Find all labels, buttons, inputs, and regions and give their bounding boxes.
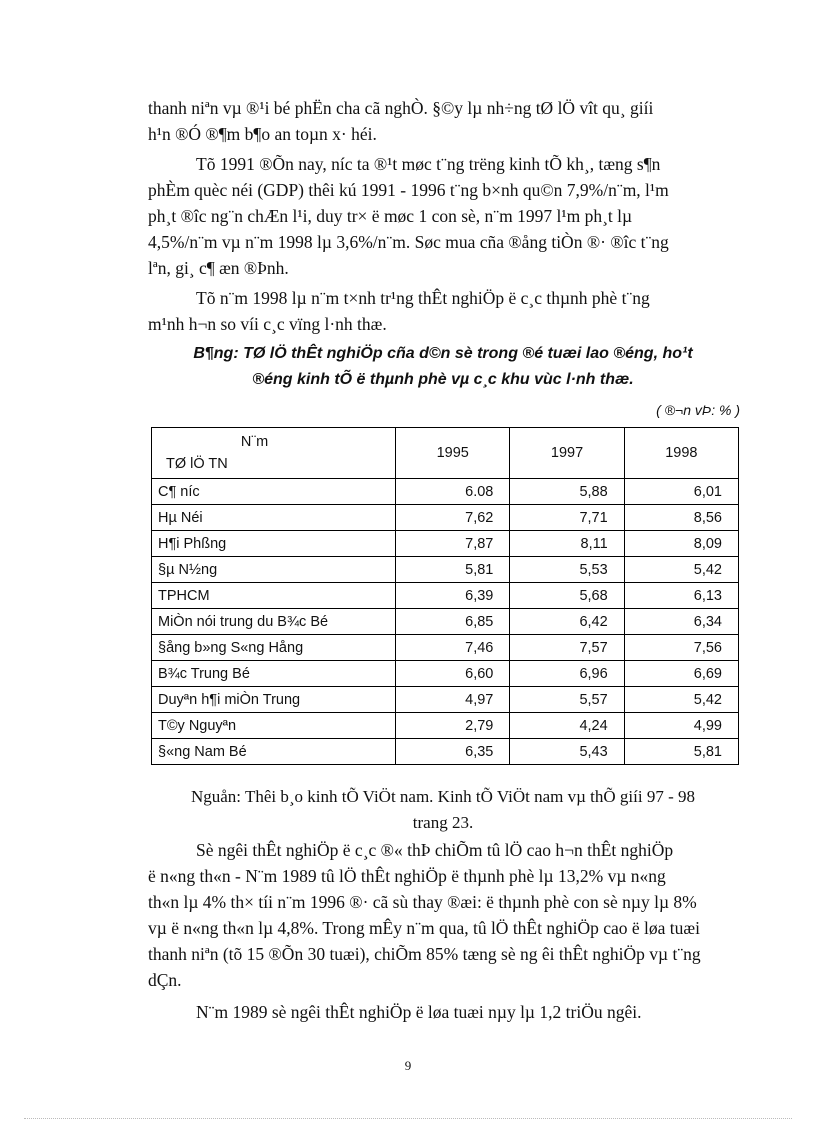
value-cell-1995: 6,60 bbox=[396, 661, 510, 687]
paragraph-5 bbox=[148, 999, 738, 1025]
value-cell-1997: 5,57 bbox=[510, 687, 624, 713]
value-cell-1997: 4,24 bbox=[510, 713, 624, 739]
value-cell-1998: 8,56 bbox=[624, 505, 738, 531]
value-cell-1998: 6,13 bbox=[624, 583, 738, 609]
region-cell: T©y Nguyªn bbox=[152, 713, 396, 739]
value-cell-1997: 8,11 bbox=[510, 531, 624, 557]
value-cell-1995: 7,62 bbox=[396, 505, 510, 531]
table-row bbox=[152, 609, 739, 635]
table-row bbox=[152, 687, 739, 713]
region-cell: B¾c Trung Bé bbox=[152, 661, 396, 687]
value-cell-1997: 5,43 bbox=[510, 739, 624, 765]
value-cell-1997: 6,42 bbox=[510, 609, 624, 635]
value-cell-1995: 6,85 bbox=[396, 609, 510, 635]
text-line: h¹n ®Ó ®¶m b¶o an toµn x· héi. bbox=[148, 124, 377, 144]
text-line: Tõ 1991 ®Õn nay, níc ta ®¹t møc t¨ng trëng kinh tÕ kh¸, tæng s¶n bbox=[196, 154, 661, 174]
value-cell-1995: 2,79 bbox=[396, 713, 510, 739]
value-cell-1997: 6,96 bbox=[510, 661, 624, 687]
value-cell-1998: 5,81 bbox=[624, 739, 738, 765]
footer-divider bbox=[24, 1118, 792, 1119]
table-caption bbox=[148, 341, 738, 393]
region-cell: C¶ níc bbox=[152, 479, 396, 505]
table-unit: ( ®¬n vÞ: % ) bbox=[656, 402, 740, 418]
text-line: N¨m 1989 sè ngêi thÊt nghiÖp ë løa tuæi nµy lµ 1,2 triÖu ngêi. bbox=[196, 1002, 642, 1022]
region-cell: Hµ Néi bbox=[152, 505, 396, 531]
text-line: th«n lµ 4% th× tíi n¨m 1996 ®· cã sù thay ®æi: ë thµnh phè con sè nµy lµ 8% bbox=[148, 892, 697, 912]
region-cell: Duyªn h¶i miÒn Trung bbox=[152, 687, 396, 713]
value-cell-1997: 5,88 bbox=[510, 479, 624, 505]
value-cell-1998: 7,56 bbox=[624, 635, 738, 661]
table-row bbox=[152, 661, 739, 687]
table-row bbox=[152, 479, 739, 505]
corner-rate-label: TØ lÖ TN bbox=[166, 456, 228, 472]
paragraph-4 bbox=[148, 837, 738, 993]
region-cell: MiÒn nói trung du B¾c Bé bbox=[152, 609, 396, 635]
table-header-row bbox=[152, 428, 739, 479]
value-cell-1995: 7,87 bbox=[396, 531, 510, 557]
text-line: phÈm quèc néi (GDP) thêi kú 1991 - 1996 t¨ng b×nh qu©n 7,9%/n¨m, l¹m bbox=[148, 180, 669, 200]
unemployment-table bbox=[151, 427, 739, 765]
value-cell-1995: 5,81 bbox=[396, 557, 510, 583]
text-line: Tõ n¨m 1998 lµ n¨m t×nh tr¹ng thÊt nghiÖp ë c¸c thµnh phè t¨ng bbox=[196, 288, 650, 308]
value-cell-1997: 5,53 bbox=[510, 557, 624, 583]
text-line: m¹nh h¬n so víi c¸c vïng l·nh thæ. bbox=[148, 314, 387, 334]
value-cell-1995: 6.08 bbox=[396, 479, 510, 505]
value-cell-1998: 6,01 bbox=[624, 479, 738, 505]
table-corner-cell bbox=[152, 428, 396, 479]
text-line: thanh niªn vµ ®¹i bé phËn cha cã nghÒ. §©y lµ nh÷ng tØ lÖ vît qu¸ giíi bbox=[148, 98, 654, 118]
value-cell-1997: 7,71 bbox=[510, 505, 624, 531]
caption-line: B¶ng: TØ lÖ thÊt nghiÖp cña d©n sè trong ®é tuæi lao ®éng, ho¹t bbox=[193, 345, 693, 362]
text-line: vµ ë n«ng th«n lµ 4,8%. Trong mÊy n¨m qua, tû lÖ thÊt nghiÖp cao ë løa tuæi bbox=[148, 918, 700, 938]
paragraph-1 bbox=[148, 95, 738, 147]
table-row bbox=[152, 713, 739, 739]
value-cell-1997: 5,68 bbox=[510, 583, 624, 609]
table-row bbox=[152, 505, 739, 531]
value-cell-1998: 6,34 bbox=[624, 609, 738, 635]
region-cell: §«ng Nam Bé bbox=[152, 739, 396, 765]
table-row bbox=[152, 583, 739, 609]
text-line: lªn, gi¸ c¶ æn ®Þnh. bbox=[148, 258, 289, 278]
region-cell: H¶i Phßng bbox=[152, 531, 396, 557]
value-cell-1995: 7,46 bbox=[396, 635, 510, 661]
year-header: 1995 bbox=[396, 428, 510, 479]
text-line: ph¸t ®îc ng¨n chÆn l¹i, duy tr× ë møc 1 con sè, n¨m 1997 l¹m ph¸t lµ bbox=[148, 206, 633, 226]
value-cell-1998: 6,69 bbox=[624, 661, 738, 687]
value-cell-1995: 6,39 bbox=[396, 583, 510, 609]
text-line: 4,5%/n¨m vµ n¨m 1998 lµ 3,6%/n¨m. Søc mua cña ®ång tiÒn ®· ®îc t¨ng bbox=[148, 232, 669, 252]
value-cell-1998: 8,09 bbox=[624, 531, 738, 557]
value-cell-1995: 4,97 bbox=[396, 687, 510, 713]
table-row bbox=[152, 739, 739, 765]
table-row bbox=[152, 635, 739, 661]
page-number: 9 bbox=[404, 1058, 412, 1073]
table-row bbox=[152, 531, 739, 557]
caption-line: ®éng kinh tÕ ë thµnh phè vµ c¸c khu vùc l·nh thæ. bbox=[252, 371, 634, 388]
text-line: ë n«ng th«n - N¨m 1989 tû lÖ thÊt nghiÖp ë thµnh phè lµ 13,2% vµ n«ng bbox=[148, 866, 666, 886]
table-body bbox=[152, 479, 739, 765]
value-cell-1995: 6,35 bbox=[396, 739, 510, 765]
value-cell-1997: 7,57 bbox=[510, 635, 624, 661]
year-header: 1998 bbox=[624, 428, 738, 479]
region-cell: §µ N½ng bbox=[152, 557, 396, 583]
source-line: Nguån: Thêi b¸o kinh tÕ ViÖt nam. Kinh tÕ ViÖt nam vµ thÕ giíi 97 - 98 bbox=[190, 787, 696, 806]
text-line: thanh niªn (tõ 15 ®Õn 30 tuæi), chiÕm 85% tæng sè ng êi thÊt nghiÖp vµ t¨ng bbox=[148, 944, 701, 964]
region-cell: TPHCM bbox=[152, 583, 396, 609]
value-cell-1998: 5,42 bbox=[624, 687, 738, 713]
corner-year-label: N¨m bbox=[240, 434, 269, 450]
table-row bbox=[152, 557, 739, 583]
value-cell-1998: 4,99 bbox=[624, 713, 738, 739]
year-header: 1997 bbox=[510, 428, 624, 479]
paragraph-2 bbox=[148, 151, 738, 281]
source-line: trang 23. bbox=[412, 813, 474, 832]
region-cell: §ång b»ng S«ng Hång bbox=[152, 635, 396, 661]
text-line: Sè ngêi thÊt nghiÖp ë c¸c ®« thÞ chiÕm tû lÖ cao h¬n thÊt nghiÖp bbox=[196, 840, 674, 860]
table-source bbox=[148, 784, 738, 836]
paragraph-3 bbox=[148, 285, 738, 337]
text-line: dÇn. bbox=[148, 970, 182, 990]
value-cell-1998: 5,42 bbox=[624, 557, 738, 583]
